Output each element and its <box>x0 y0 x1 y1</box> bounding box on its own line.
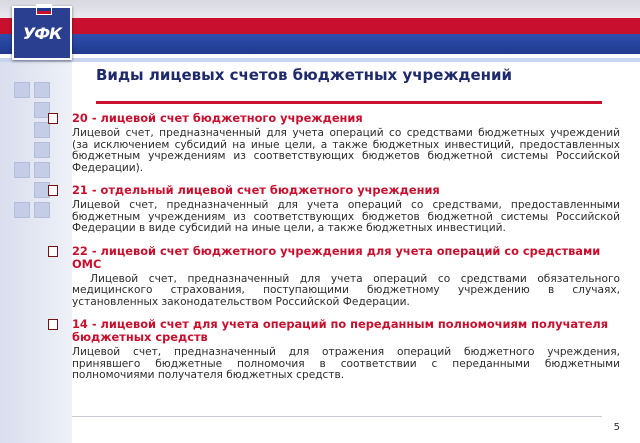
ufk-logo <box>12 6 72 60</box>
slide-title: Виды лицевых счетов бюджетных учреждений <box>96 66 513 84</box>
flag-icon <box>36 4 52 15</box>
item-heading: 14 - лицевой счет для учета операций по переданным полномочиям получателя бюджетных средств <box>72 317 609 344</box>
header-top-band <box>0 0 640 18</box>
page-number: 5 <box>613 422 620 433</box>
bullet-icon <box>48 246 58 257</box>
bullet-icon <box>48 185 58 196</box>
decor-square <box>14 82 30 98</box>
item-description: Лицевой счет, предназначенный для учета операций со средствами, предоставленными бюджетным учреждениям из соответствующих бюджетов бюджетной системы Российской Федерации в виде субсидий на иные цели, а также бюджетных инвестиций. <box>72 199 620 234</box>
header-light-stripe <box>0 58 640 62</box>
list-item <box>48 245 620 309</box>
decor-square <box>14 162 30 178</box>
logo-text: УФК <box>22 23 62 43</box>
item-heading: 22 - лицевой счет бюджетного учреждения для учета операций со средствами ОМС <box>72 243 601 271</box>
list-item <box>48 318 620 382</box>
bullet-icon <box>48 319 58 330</box>
title-divider <box>96 101 602 104</box>
footer-divider <box>72 416 602 417</box>
item-description: Лицевой счет, предназначенный для отражения операций бюджетного учреждения, принявшего бюджетные полномочия в соответствии с переданными бюджетными полномочиями получателя бюджетных средств. <box>72 346 620 381</box>
item-heading: 21 - отдельный лицевой счет бюджетного учреждения <box>72 183 440 197</box>
decor-square <box>14 202 30 218</box>
list-item <box>48 184 620 235</box>
item-heading: 20 - лицевой счет бюджетного учреждения <box>72 111 363 125</box>
item-description: Лицевой счет, предназначенный для учета операций со средствами обязательного медицинского страхования, поступающими бюджетному учреждению в случаях, установленных законодательством Российской Федерации. <box>72 272 620 308</box>
decor-square <box>34 82 50 98</box>
header-blue-stripe <box>0 34 640 54</box>
bullet-icon <box>48 113 58 124</box>
account-types-list <box>48 112 620 392</box>
item-description: Лицевой счет, предназначенный для учета операций со средствами бюджетных учреждений (за исключением субсидий на иные цели, а также бюджетных инвестиций, предоставленных бюджетным учреждениям из соответствующих бюджетов бюджетной системы Российской Федерации). <box>72 127 620 174</box>
header-red-stripe <box>0 18 640 34</box>
list-item <box>48 112 620 174</box>
